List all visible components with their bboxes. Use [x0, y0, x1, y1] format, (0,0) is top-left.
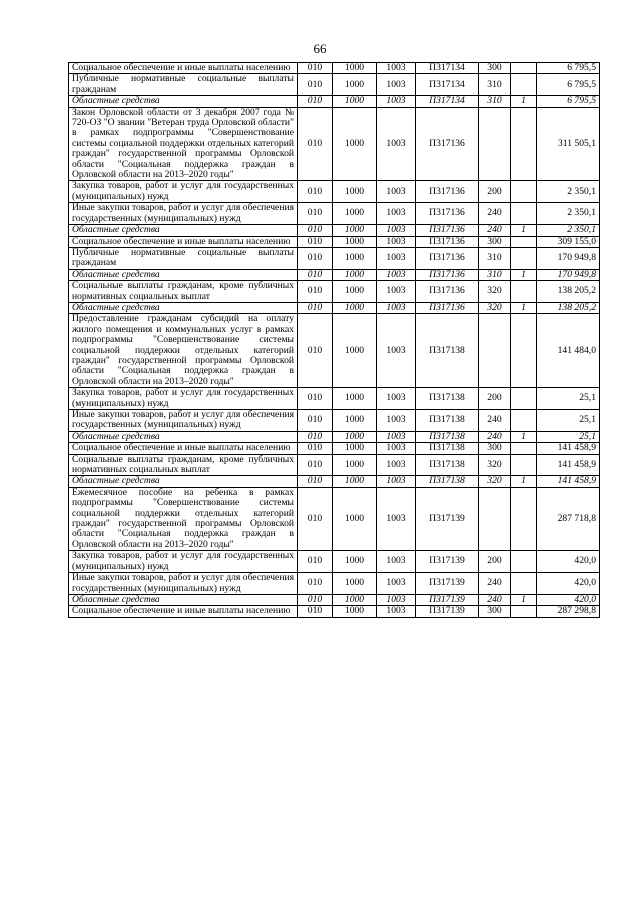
expense-type-cell: 240	[479, 203, 511, 225]
section-code-cell: 1000	[333, 269, 377, 280]
section-code-cell: 1000	[333, 63, 377, 74]
amount-cell: 25,1	[537, 388, 600, 410]
expense-type-cell	[479, 314, 511, 388]
subsection-code-cell: 1003	[377, 431, 416, 442]
budget-table	[68, 62, 600, 618]
budget-table-body	[69, 63, 600, 618]
amount-cell: 141 458,9	[537, 454, 600, 476]
expense-type-cell: 320	[479, 476, 511, 487]
subsection-code-cell: 1003	[377, 225, 416, 236]
expense-type-cell: 200	[479, 388, 511, 410]
amount-cell: 309 155,0	[537, 236, 600, 247]
fund-source-cell: 1	[511, 96, 537, 107]
row-name-cell: Иные закупки товаров, работ и услуг для обеспечения государственных (муниципальных) нужд	[69, 573, 298, 595]
fund-source-cell	[511, 74, 537, 96]
ministry-code-cell: 010	[298, 181, 333, 203]
row-name-cell: Иные закупки товаров, работ и услуг для обеспечения государственных (муниципальных) нужд	[69, 203, 298, 225]
row-name-cell: Областные средства	[69, 269, 298, 280]
section-code-cell: 1000	[333, 314, 377, 388]
ministry-code-cell: 010	[298, 203, 333, 225]
target-article-cell: П317138	[416, 388, 479, 410]
row-name-cell: Иные закупки товаров, работ и услуг для обеспечения государственных (муниципальных) нужд	[69, 410, 298, 432]
section-code-cell: 1000	[333, 107, 377, 181]
ministry-code-cell: 010	[298, 410, 333, 432]
subsection-code-cell: 1003	[377, 181, 416, 203]
expense-type-cell: 300	[479, 443, 511, 454]
subsection-code-cell: 1003	[377, 410, 416, 432]
table-row	[69, 454, 600, 476]
expense-type-cell: 300	[479, 236, 511, 247]
table-row	[69, 96, 600, 107]
section-code-cell: 1000	[333, 606, 377, 617]
target-article-cell: П317136	[416, 203, 479, 225]
expense-type-cell: 310	[479, 74, 511, 96]
ministry-code-cell: 010	[298, 302, 333, 313]
expense-type-cell: 200	[479, 181, 511, 203]
fund-source-cell	[511, 281, 537, 303]
fund-source-cell: 1	[511, 476, 537, 487]
table-row	[69, 225, 600, 236]
row-name-cell: Социальное обеспечение и иные выплаты населению	[69, 606, 298, 617]
expense-type-cell: 240	[479, 573, 511, 595]
subsection-code-cell: 1003	[377, 302, 416, 313]
ministry-code-cell: 010	[298, 281, 333, 303]
table-row	[69, 314, 600, 388]
section-code-cell: 1000	[333, 181, 377, 203]
target-article-cell: П317136	[416, 269, 479, 280]
table-row	[69, 181, 600, 203]
section-code-cell: 1000	[333, 236, 377, 247]
amount-cell: 2 350,1	[537, 181, 600, 203]
fund-source-cell: 1	[511, 269, 537, 280]
subsection-code-cell: 1003	[377, 606, 416, 617]
subsection-code-cell: 1003	[377, 487, 416, 550]
fund-source-cell	[511, 551, 537, 573]
ministry-code-cell: 010	[298, 107, 333, 181]
section-code-cell: 1000	[333, 281, 377, 303]
amount-cell: 141 458,9	[537, 476, 600, 487]
amount-cell: 170 949,8	[537, 247, 600, 269]
target-article-cell: П317134	[416, 96, 479, 107]
target-article-cell: П317138	[416, 314, 479, 388]
subsection-code-cell: 1003	[377, 96, 416, 107]
subsection-code-cell: 1003	[377, 107, 416, 181]
expense-type-cell: 240	[479, 431, 511, 442]
expense-type-cell: 310	[479, 269, 511, 280]
table-row	[69, 410, 600, 432]
table-row	[69, 487, 600, 550]
target-article-cell: П317134	[416, 74, 479, 96]
row-name-cell: Публичные нормативные социальные выплаты гражданам	[69, 247, 298, 269]
amount-cell: 141 484,0	[537, 314, 600, 388]
fund-source-cell	[511, 606, 537, 617]
amount-cell: 287 718,8	[537, 487, 600, 550]
section-code-cell: 1000	[333, 225, 377, 236]
table-row	[69, 247, 600, 269]
fund-source-cell	[511, 63, 537, 74]
fund-source-cell	[511, 454, 537, 476]
table-row	[69, 443, 600, 454]
row-name-cell: Социальное обеспечение и иные выплаты населению	[69, 236, 298, 247]
expense-type-cell: 240	[479, 410, 511, 432]
ministry-code-cell: 010	[298, 476, 333, 487]
amount-cell: 420,0	[537, 551, 600, 573]
row-name-cell: Областные средства	[69, 594, 298, 605]
fund-source-cell	[511, 181, 537, 203]
row-name-cell: Социальное обеспечение и иные выплаты населению	[69, 63, 298, 74]
table-row	[69, 236, 600, 247]
table-row	[69, 606, 600, 617]
section-code-cell: 1000	[333, 594, 377, 605]
amount-cell: 170 949,8	[537, 269, 600, 280]
fund-source-cell: 1	[511, 594, 537, 605]
table-row	[69, 476, 600, 487]
amount-cell: 287 298,8	[537, 606, 600, 617]
amount-cell: 311 505,1	[537, 107, 600, 181]
expense-type-cell: 240	[479, 594, 511, 605]
fund-source-cell: 1	[511, 225, 537, 236]
section-code-cell: 1000	[333, 388, 377, 410]
target-article-cell: П317138	[416, 476, 479, 487]
section-code-cell: 1000	[333, 96, 377, 107]
page-number: 66	[313, 41, 327, 56]
ministry-code-cell: 010	[298, 431, 333, 442]
ministry-code-cell: 010	[298, 487, 333, 550]
subsection-code-cell: 1003	[377, 594, 416, 605]
subsection-code-cell: 1003	[377, 74, 416, 96]
target-article-cell: П317136	[416, 247, 479, 269]
fund-source-cell	[511, 107, 537, 181]
target-article-cell: П317136	[416, 107, 479, 181]
amount-cell: 420,0	[537, 573, 600, 595]
section-code-cell: 1000	[333, 476, 377, 487]
amount-cell: 420,0	[537, 594, 600, 605]
row-name-cell: Областные средства	[69, 476, 298, 487]
section-code-cell: 1000	[333, 487, 377, 550]
section-code-cell: 1000	[333, 74, 377, 96]
table-row	[69, 302, 600, 313]
table-row	[69, 551, 600, 573]
section-code-cell: 1000	[333, 443, 377, 454]
subsection-code-cell: 1003	[377, 443, 416, 454]
fund-source-cell	[511, 388, 537, 410]
fund-source-cell	[511, 487, 537, 550]
table-row	[69, 594, 600, 605]
row-name-cell: Социальное обеспечение и иные выплаты населению	[69, 443, 298, 454]
ministry-code-cell: 010	[298, 225, 333, 236]
target-article-cell: П317138	[416, 410, 479, 432]
amount-cell: 141 458,9	[537, 443, 600, 454]
section-code-cell: 1000	[333, 302, 377, 313]
target-article-cell: П317138	[416, 443, 479, 454]
section-code-cell: 1000	[333, 203, 377, 225]
fund-source-cell	[511, 203, 537, 225]
subsection-code-cell: 1003	[377, 476, 416, 487]
section-code-cell: 1000	[333, 454, 377, 476]
ministry-code-cell: 010	[298, 454, 333, 476]
table-row	[69, 74, 600, 96]
expense-type-cell: 310	[479, 96, 511, 107]
expense-type-cell: 200	[479, 551, 511, 573]
target-article-cell: П317136	[416, 302, 479, 313]
section-code-cell: 1000	[333, 410, 377, 432]
target-article-cell: П317138	[416, 454, 479, 476]
target-article-cell: П317139	[416, 573, 479, 595]
target-article-cell: П317139	[416, 551, 479, 573]
section-code-cell: 1000	[333, 551, 377, 573]
amount-cell: 25,1	[537, 431, 600, 442]
fund-source-cell	[511, 573, 537, 595]
table-row	[69, 573, 600, 595]
expense-type-cell	[479, 107, 511, 181]
fund-source-cell: 1	[511, 302, 537, 313]
section-code-cell: 1000	[333, 247, 377, 269]
table-row	[69, 63, 600, 74]
fund-source-cell: 1	[511, 431, 537, 442]
ministry-code-cell: 010	[298, 236, 333, 247]
expense-type-cell: 240	[479, 225, 511, 236]
row-name-cell: Социальные выплаты гражданам, кроме публичных нормативных социальных выплат	[69, 281, 298, 303]
fund-source-cell	[511, 410, 537, 432]
row-name-cell: Ежемесячное пособие на ребенка в рамках подпрограммы "Совершенствование системы социальной поддержки отдельных категорий граждан" государственной программы Орловской области "Социальная поддержка граждан в Орловской области на 2013–2020 годы"	[69, 487, 298, 550]
target-article-cell: П317136	[416, 236, 479, 247]
expense-type-cell: 320	[479, 281, 511, 303]
expense-type-cell: 320	[479, 302, 511, 313]
table-row	[69, 281, 600, 303]
expense-type-cell: 300	[479, 606, 511, 617]
row-name-cell: Социальные выплаты гражданам, кроме публичных нормативных социальных выплат	[69, 454, 298, 476]
amount-cell: 25,1	[537, 410, 600, 432]
row-name-cell: Публичные нормативные социальные выплаты гражданам	[69, 74, 298, 96]
target-article-cell: П317139	[416, 594, 479, 605]
row-name-cell: Закон Орловской области от 3 декабря 2007 года № 720-ОЗ "О звании "Ветеран труда Орловской области" в рамках подпрограммы "Совершенствование системы социальной поддержки отдельных категорий граждан" государственной программы Орловской области "Социальная поддержка граждан в Орловской области на 2013–2020 годы"	[69, 107, 298, 181]
ministry-code-cell: 010	[298, 594, 333, 605]
row-name-cell: Областные средства	[69, 302, 298, 313]
fund-source-cell	[511, 236, 537, 247]
subsection-code-cell: 1003	[377, 63, 416, 74]
expense-type-cell: 300	[479, 63, 511, 74]
row-name-cell: Предоставление гражданам субсидий на оплату жилого помещения и коммунальных услуг в рамках подпрограммы "Совершенствование системы социальной поддержки отдельных категорий граждан" государственной программы Орловской области "Социальная поддержка граждан в Орловской области на 2013–2020 годы"	[69, 314, 298, 388]
ministry-code-cell: 010	[298, 96, 333, 107]
table-row	[69, 269, 600, 280]
ministry-code-cell: 010	[298, 551, 333, 573]
ministry-code-cell: 010	[298, 269, 333, 280]
target-article-cell: П317136	[416, 181, 479, 203]
table-row	[69, 388, 600, 410]
ministry-code-cell: 010	[298, 573, 333, 595]
ministry-code-cell: 010	[298, 443, 333, 454]
subsection-code-cell: 1003	[377, 573, 416, 595]
ministry-code-cell: 010	[298, 606, 333, 617]
target-article-cell: П317136	[416, 225, 479, 236]
ministry-code-cell: 010	[298, 63, 333, 74]
subsection-code-cell: 1003	[377, 314, 416, 388]
subsection-code-cell: 1003	[377, 454, 416, 476]
expense-type-cell: 320	[479, 454, 511, 476]
subsection-code-cell: 1003	[377, 203, 416, 225]
table-row	[69, 107, 600, 181]
row-name-cell: Областные средства	[69, 431, 298, 442]
target-article-cell: П317138	[416, 431, 479, 442]
section-code-cell: 1000	[333, 573, 377, 595]
ministry-code-cell: 010	[298, 247, 333, 269]
row-name-cell: Закупка товаров, работ и услуг для государственных (муниципальных) нужд	[69, 388, 298, 410]
subsection-code-cell: 1003	[377, 551, 416, 573]
subsection-code-cell: 1003	[377, 388, 416, 410]
subsection-code-cell: 1003	[377, 269, 416, 280]
expense-type-cell	[479, 487, 511, 550]
row-name-cell: Закупка товаров, работ и услуг для государственных (муниципальных) нужд	[69, 181, 298, 203]
target-article-cell: П317136	[416, 281, 479, 303]
target-article-cell: П317139	[416, 487, 479, 550]
fund-source-cell	[511, 314, 537, 388]
amount-cell: 138 205,2	[537, 302, 600, 313]
amount-cell: 6 795,5	[537, 63, 600, 74]
fund-source-cell	[511, 247, 537, 269]
ministry-code-cell: 010	[298, 314, 333, 388]
amount-cell: 2 350,1	[537, 203, 600, 225]
row-name-cell: Областные средства	[69, 225, 298, 236]
table-row	[69, 203, 600, 225]
ministry-code-cell: 010	[298, 388, 333, 410]
amount-cell: 6 795,5	[537, 96, 600, 107]
amount-cell: 138 205,2	[537, 281, 600, 303]
amount-cell: 2 350,1	[537, 225, 600, 236]
fund-source-cell	[511, 443, 537, 454]
expense-type-cell: 310	[479, 247, 511, 269]
subsection-code-cell: 1003	[377, 281, 416, 303]
row-name-cell: Областные средства	[69, 96, 298, 107]
ministry-code-cell: 010	[298, 74, 333, 96]
table-row	[69, 431, 600, 442]
amount-cell: 6 795,5	[537, 74, 600, 96]
subsection-code-cell: 1003	[377, 236, 416, 247]
target-article-cell: П317134	[416, 63, 479, 74]
target-article-cell: П317139	[416, 606, 479, 617]
row-name-cell: Закупка товаров, работ и услуг для государственных (муниципальных) нужд	[69, 551, 298, 573]
section-code-cell: 1000	[333, 431, 377, 442]
subsection-code-cell: 1003	[377, 247, 416, 269]
